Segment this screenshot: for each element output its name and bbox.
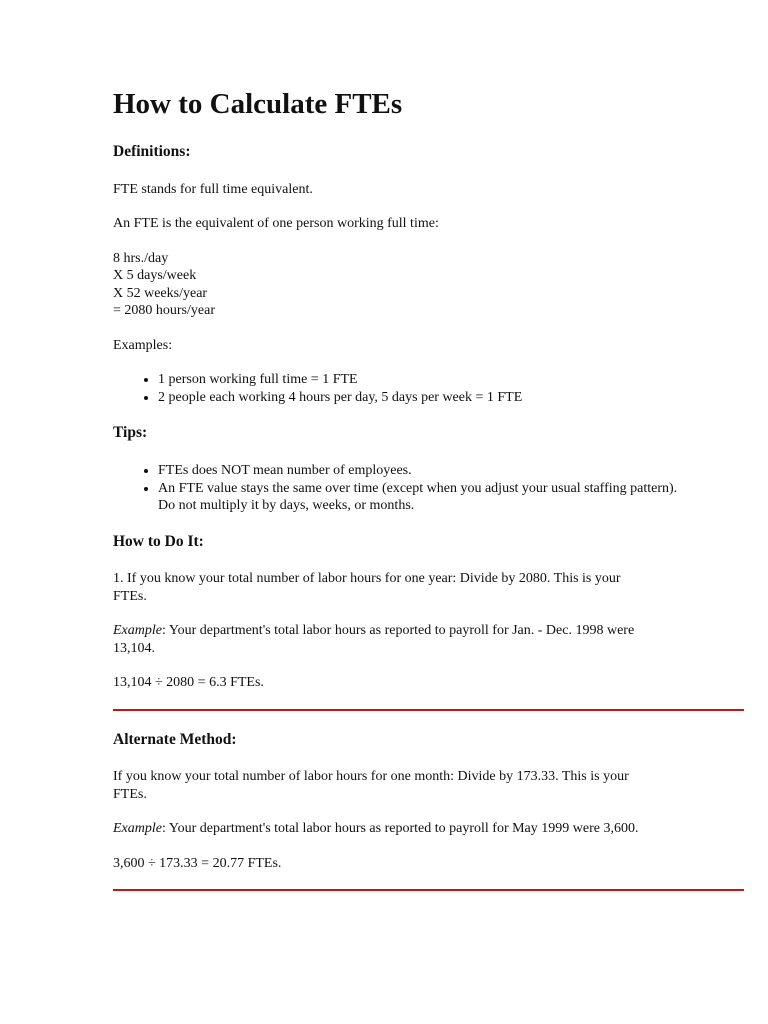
tips-heading: Tips: [113,424,148,442]
definitions-heading: Definitions: [113,143,191,161]
alternate-step: If you know your total number of labor hours for one month: Divide by 173.33. This is your FTEs. [113,769,629,802]
calc-line: 8 hrs./day [113,250,169,266]
page-title: How to Calculate FTEs [113,88,403,120]
definition-fte: FTE stands for full time equivalent. [113,181,313,197]
list-item: • FTEs does NOT mean number of employees. [158,462,688,480]
how-to-step: 1. If you know your total number of labor hours for one year: Divide by 2080. This is your FTEs. [113,571,621,604]
how-to-heading: How to Do It: [113,532,204,550]
how-to-result: 13,104 ÷ 2080 = 6.3 FTEs. [113,675,264,691]
example-text: : Your department's total labor hours as reported to payroll for May 1999 were 3,600. [161,821,639,837]
calc-line: X 52 weeks/year [113,285,208,301]
calc-line: X 5 days/week [113,268,197,284]
section-divider [113,889,744,891]
how-to-example [113,622,643,657]
alternate-heading: Alternate Method: [113,730,237,748]
section-divider [113,709,744,711]
definition-equivalent: An FTE is the equivalent of one person working full time: [113,216,439,232]
alternate-example [113,820,643,838]
list-item: • 1 person working full time = 1 FTE [158,371,744,389]
calculation-lines [113,250,744,320]
example-label: Example [113,821,162,837]
calc-line: = 2080 hours/year [113,303,215,319]
list-item: • 2 people each working 4 hours per day, 5 days per week = 1 FTE [158,389,744,407]
example-label: Example [113,623,162,639]
document-page [113,88,744,911]
examples-label: Examples: [113,337,173,353]
example-text: : Your department's total labor hours as reported to payroll for Jan. - Dec. 1998 were 13,104. [113,623,635,656]
alternate-result: 3,600 ÷ 173.33 = 20.77 FTEs. [113,855,282,871]
list-item: • An FTE value stays the same over time (except when you adjust your usual staffing pattern). Do not multiply it by days, weeks, or months. [158,480,688,515]
tips-list [113,462,688,515]
examples-list [113,371,744,406]
